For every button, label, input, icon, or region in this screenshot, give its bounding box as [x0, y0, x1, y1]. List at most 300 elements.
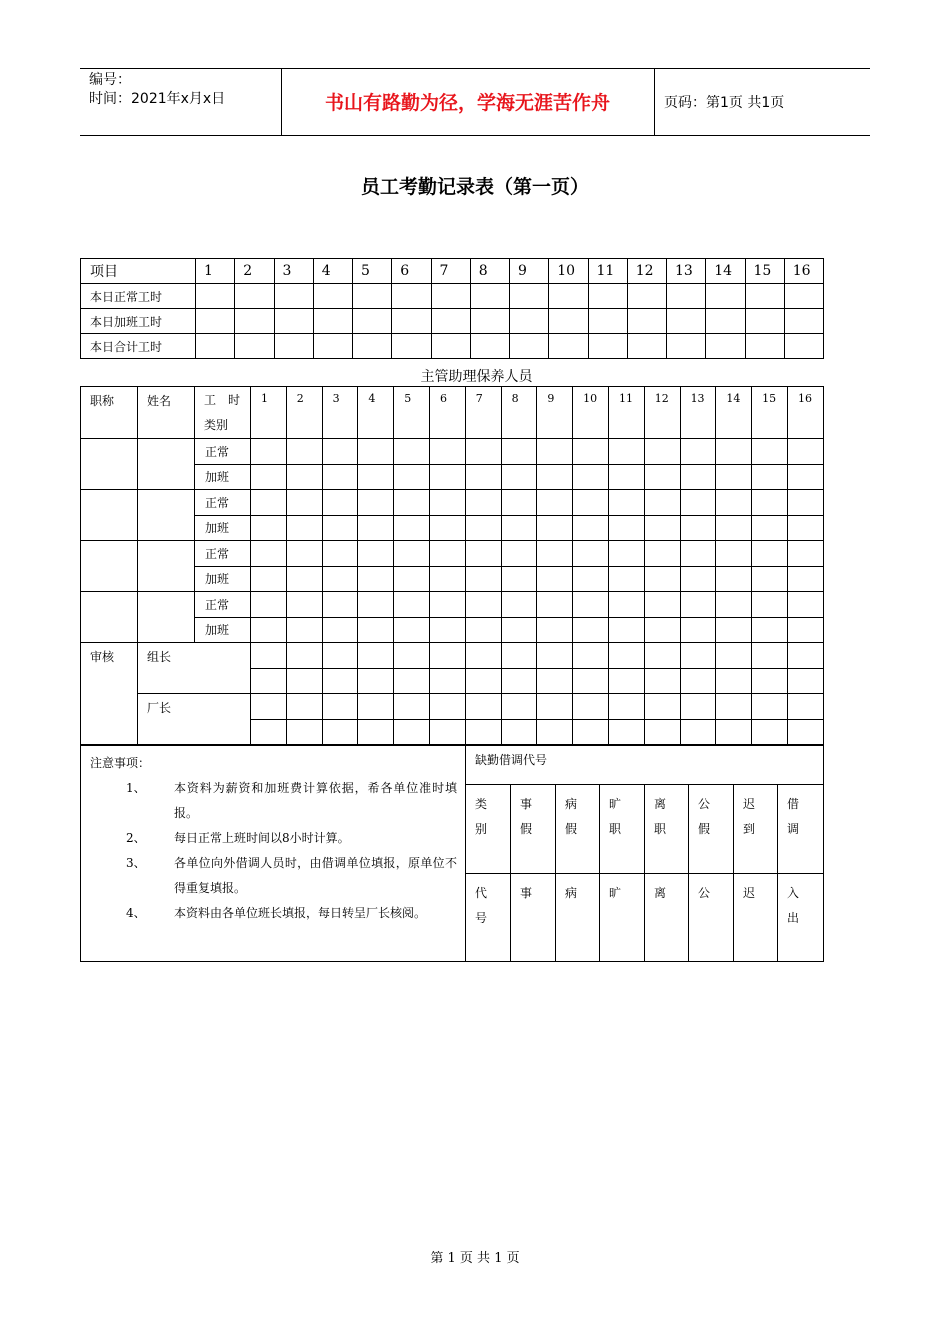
hours-cell[interactable]	[549, 284, 588, 309]
signature-cell[interactable]	[573, 668, 609, 694]
hours-cell[interactable]	[501, 439, 537, 465]
day-header: 2	[235, 259, 274, 284]
hours-cell[interactable]	[549, 309, 588, 334]
name-cell[interactable]	[138, 592, 195, 643]
hours-cell[interactable]	[573, 617, 609, 643]
hours-cell[interactable]	[549, 334, 588, 359]
hours-cell[interactable]	[706, 284, 745, 309]
day-header: 9	[510, 259, 549, 284]
signature-cell[interactable]	[394, 719, 430, 745]
summary-row	[81, 284, 824, 309]
hours-cell[interactable]	[394, 439, 430, 465]
hours-cell[interactable]	[394, 515, 430, 541]
hours-cell[interactable]	[644, 464, 680, 490]
hours-cell[interactable]	[608, 592, 644, 618]
hours-cell[interactable]	[286, 566, 322, 592]
hours-cell[interactable]	[394, 541, 430, 567]
hours-cell[interactable]	[465, 541, 501, 567]
hours-cell[interactable]	[537, 566, 573, 592]
hours-cell[interactable]	[313, 334, 352, 359]
hours-cell[interactable]	[573, 592, 609, 618]
signature-cell[interactable]	[286, 694, 322, 720]
signature-cell[interactable]	[537, 694, 573, 720]
hours-cell[interactable]	[680, 541, 716, 567]
hours-cell[interactable]	[394, 592, 430, 618]
notes-title: 注意事项：	[90, 756, 151, 770]
hours-cell[interactable]	[394, 490, 430, 516]
signature-cell[interactable]	[752, 719, 788, 745]
signature-cell[interactable]	[251, 719, 287, 745]
day-header: 10	[549, 259, 588, 284]
signature-cell[interactable]	[644, 643, 680, 669]
hours-cell[interactable]	[286, 617, 322, 643]
hours-cell[interactable]	[353, 284, 392, 309]
hours-cell[interactable]	[716, 566, 752, 592]
note-text: 各单位向外借调人员时，由借调单位填报，原单位不得重复填报。	[174, 856, 457, 895]
day-header: 4	[358, 387, 394, 439]
signature-cell[interactable]	[251, 668, 287, 694]
signature-cell[interactable]	[429, 694, 465, 720]
employee-row	[81, 592, 824, 618]
signature-cell[interactable]	[752, 643, 788, 669]
hours-cell[interactable]	[752, 464, 788, 490]
signature-cell[interactable]	[573, 643, 609, 669]
absence-category	[778, 785, 824, 873]
signature-cell[interactable]	[394, 643, 430, 669]
hours-cell[interactable]	[235, 334, 274, 359]
hours-cell[interactable]	[510, 334, 549, 359]
hours-cell[interactable]	[322, 515, 358, 541]
hours-cell[interactable]	[470, 334, 509, 359]
signature-cell[interactable]	[358, 694, 394, 720]
signature-cell[interactable]	[680, 643, 716, 669]
hours-cell[interactable]	[251, 515, 287, 541]
hours-cell[interactable]	[573, 541, 609, 567]
absence-code-text: 事	[520, 885, 533, 900]
note-number: 2、	[126, 831, 146, 845]
hours-cell[interactable]	[358, 592, 394, 618]
hours-cell[interactable]	[588, 309, 627, 334]
section-title: 主管助理保养人员	[420, 369, 533, 385]
absence-category-text: 公假	[698, 797, 711, 837]
hours-cell[interactable]	[322, 541, 358, 567]
title-cell[interactable]	[81, 490, 138, 541]
hours-cell[interactable]	[470, 284, 509, 309]
hours-cell[interactable]	[537, 541, 573, 567]
review-row	[81, 694, 824, 720]
signature-cell[interactable]	[429, 719, 465, 745]
hours-cell[interactable]	[608, 617, 644, 643]
day-header: 4	[313, 259, 352, 284]
summary-header-row	[81, 259, 824, 284]
hours-cell[interactable]	[680, 617, 716, 643]
hours-cell[interactable]	[608, 541, 644, 567]
hours-cell[interactable]	[196, 334, 235, 359]
hours-cell[interactable]	[537, 515, 573, 541]
signature-cell[interactable]	[322, 694, 358, 720]
employee-row	[81, 541, 824, 567]
hours-cell[interactable]	[235, 284, 274, 309]
hours-cell[interactable]	[716, 515, 752, 541]
hours-cell[interactable]	[680, 490, 716, 516]
hours-cell[interactable]	[573, 566, 609, 592]
hours-cell[interactable]	[644, 490, 680, 516]
signature-cell[interactable]	[286, 643, 322, 669]
hours-cell[interactable]	[322, 490, 358, 516]
summary-row-label: 本日加班工时	[81, 309, 196, 334]
hours-cell[interactable]	[353, 334, 392, 359]
signature-cell[interactable]	[752, 668, 788, 694]
hours-cell[interactable]	[286, 439, 322, 465]
hours-cell[interactable]	[680, 464, 716, 490]
hours-cell[interactable]	[501, 464, 537, 490]
hours-cell[interactable]	[465, 592, 501, 618]
note-item	[90, 901, 457, 926]
hours-cell[interactable]	[752, 617, 788, 643]
signature-cell[interactable]	[787, 668, 823, 694]
hours-cell[interactable]	[716, 541, 752, 567]
hours-cell[interactable]	[787, 592, 823, 618]
hours-cell[interactable]	[431, 284, 470, 309]
hours-cell[interactable]	[752, 490, 788, 516]
hours-cell[interactable]	[501, 566, 537, 592]
hours-cell[interactable]	[752, 566, 788, 592]
signature-cell[interactable]	[429, 668, 465, 694]
hours-cell[interactable]	[251, 541, 287, 567]
hours-cell[interactable]	[465, 617, 501, 643]
hours-cell[interactable]	[501, 592, 537, 618]
note-item	[90, 851, 457, 901]
signature-cell[interactable]	[465, 719, 501, 745]
hours-cell[interactable]	[588, 334, 627, 359]
hours-cell[interactable]	[716, 617, 752, 643]
hours-cell[interactable]	[510, 309, 549, 334]
absence-code	[600, 873, 645, 961]
hours-cell[interactable]	[251, 439, 287, 465]
hours-cell[interactable]	[465, 464, 501, 490]
hours-type-label: 正常	[195, 592, 251, 618]
hours-cell[interactable]	[358, 617, 394, 643]
signature-cell[interactable]	[716, 719, 752, 745]
signature-cell[interactable]	[608, 694, 644, 720]
hours-cell[interactable]	[644, 592, 680, 618]
hours-cell[interactable]	[470, 309, 509, 334]
signature-cell[interactable]	[537, 668, 573, 694]
hours-cell[interactable]	[706, 334, 745, 359]
hours-cell[interactable]	[322, 464, 358, 490]
hours-cell[interactable]	[429, 592, 465, 618]
hours-cell[interactable]	[627, 284, 666, 309]
hours-cell[interactable]	[784, 284, 823, 309]
hours-cell[interactable]	[787, 541, 823, 567]
hours-cell[interactable]	[644, 617, 680, 643]
employee-row	[81, 439, 824, 465]
hours-cell[interactable]	[465, 566, 501, 592]
hours-cell[interactable]	[358, 439, 394, 465]
hours-cell[interactable]	[429, 541, 465, 567]
signature-cell[interactable]	[358, 719, 394, 745]
hours-cell[interactable]	[251, 566, 287, 592]
hours-cell[interactable]	[358, 464, 394, 490]
hours-cell[interactable]	[787, 439, 823, 465]
hours-type-label: 正常	[195, 490, 251, 516]
day-header: 3	[274, 259, 313, 284]
hours-cell[interactable]	[322, 617, 358, 643]
signature-cell[interactable]	[465, 668, 501, 694]
signature-cell[interactable]	[787, 694, 823, 720]
hours-cell[interactable]	[286, 541, 322, 567]
hours-cell[interactable]	[429, 464, 465, 490]
absence-code-text: 旷	[609, 885, 622, 900]
hours-cell[interactable]	[608, 566, 644, 592]
hours-type-label: 正常	[195, 439, 251, 465]
hours-cell[interactable]	[573, 515, 609, 541]
hours-cell[interactable]	[313, 309, 352, 334]
hours-cell[interactable]	[431, 309, 470, 334]
hours-cell[interactable]	[573, 439, 609, 465]
signature-cell[interactable]	[322, 719, 358, 745]
hours-cell[interactable]	[251, 592, 287, 618]
hours-cell[interactable]	[608, 515, 644, 541]
hours-cell[interactable]	[784, 334, 823, 359]
absence-code-text: 迟	[743, 885, 756, 900]
hours-cell[interactable]	[286, 490, 322, 516]
hours-cell[interactable]	[608, 439, 644, 465]
day-header: 15	[745, 259, 784, 284]
hours-cell[interactable]	[752, 439, 788, 465]
hours-cell[interactable]	[429, 490, 465, 516]
hours-cell[interactable]	[537, 439, 573, 465]
hours-cell[interactable]	[644, 541, 680, 567]
hours-cell[interactable]	[286, 464, 322, 490]
hours-cell[interactable]	[716, 464, 752, 490]
signature-cell[interactable]	[501, 668, 537, 694]
hours-cell[interactable]	[608, 464, 644, 490]
hours-cell[interactable]	[501, 490, 537, 516]
day-header: 7	[431, 259, 470, 284]
hours-cell[interactable]	[392, 334, 431, 359]
hours-cell[interactable]	[680, 439, 716, 465]
hours-cell[interactable]	[465, 515, 501, 541]
header-bottom-rule	[80, 135, 870, 136]
factory-manager-label: 厂长	[138, 694, 251, 745]
signature-cell[interactable]	[644, 668, 680, 694]
hours-cell[interactable]	[752, 541, 788, 567]
hours-cell[interactable]	[274, 334, 313, 359]
title-cell[interactable]	[81, 541, 138, 592]
hours-cell[interactable]	[286, 592, 322, 618]
hours-cell[interactable]	[644, 515, 680, 541]
hours-cell[interactable]	[627, 309, 666, 334]
hours-cell[interactable]	[716, 592, 752, 618]
hours-cell[interactable]	[667, 334, 706, 359]
signature-cell[interactable]	[358, 643, 394, 669]
hours-cell[interactable]	[429, 617, 465, 643]
hours-cell[interactable]	[196, 309, 235, 334]
hours-cell[interactable]	[322, 592, 358, 618]
day-header: 3	[322, 387, 358, 439]
hours-cell[interactable]	[358, 541, 394, 567]
day-header: 11	[588, 259, 627, 284]
signature-cell[interactable]	[680, 719, 716, 745]
hours-cell[interactable]	[392, 309, 431, 334]
signature-cell[interactable]	[787, 643, 823, 669]
hours-cell[interactable]	[644, 439, 680, 465]
hours-cell[interactable]	[465, 490, 501, 516]
note-text: 本资料为薪资和加班费计算依据，希各单位准时填报。	[174, 781, 457, 820]
hours-cell[interactable]	[745, 334, 784, 359]
hours-cell[interactable]	[716, 490, 752, 516]
group-leader-label: 组长	[138, 643, 251, 694]
signature-cell[interactable]	[644, 694, 680, 720]
day-header: 5	[353, 259, 392, 284]
hours-cell[interactable]	[573, 490, 609, 516]
hours-cell[interactable]	[644, 566, 680, 592]
hours-cell[interactable]	[752, 515, 788, 541]
signature-cell[interactable]	[501, 694, 537, 720]
hours-cell[interactable]	[235, 309, 274, 334]
col-title-header: 职称	[81, 387, 138, 439]
name-cell[interactable]	[138, 541, 195, 592]
note-item	[90, 826, 457, 851]
signature-cell[interactable]	[608, 643, 644, 669]
hours-cell[interactable]	[667, 284, 706, 309]
hours-cell[interactable]	[353, 309, 392, 334]
signature-cell[interactable]	[752, 694, 788, 720]
signature-cell[interactable]	[716, 668, 752, 694]
name-cell[interactable]	[138, 490, 195, 541]
hours-cell[interactable]	[501, 617, 537, 643]
hours-cell[interactable]	[274, 309, 313, 334]
hours-cell[interactable]	[787, 464, 823, 490]
note-number: 4、	[126, 906, 146, 920]
signature-cell[interactable]	[680, 668, 716, 694]
signature-cell[interactable]	[394, 694, 430, 720]
hours-cell[interactable]	[667, 309, 706, 334]
signature-cell[interactable]	[465, 694, 501, 720]
hours-cell[interactable]	[429, 566, 465, 592]
hours-cell[interactable]	[537, 617, 573, 643]
signature-cell[interactable]	[537, 719, 573, 745]
hours-cell[interactable]	[716, 439, 752, 465]
hours-cell[interactable]	[706, 309, 745, 334]
day-header: 5	[394, 387, 430, 439]
day-header: 14	[706, 259, 745, 284]
hours-cell[interactable]	[537, 592, 573, 618]
signature-cell[interactable]	[501, 719, 537, 745]
hours-cell[interactable]	[787, 490, 823, 516]
hours-cell[interactable]	[680, 566, 716, 592]
hours-cell[interactable]	[394, 566, 430, 592]
hours-cell[interactable]	[251, 464, 287, 490]
hours-cell[interactable]	[680, 515, 716, 541]
hours-cell[interactable]	[752, 592, 788, 618]
hours-cell[interactable]	[429, 515, 465, 541]
signature-cell[interactable]	[644, 719, 680, 745]
page-footer: 第 1 页 共 1 页	[430, 1251, 520, 1266]
hours-cell[interactable]	[627, 334, 666, 359]
signature-cell[interactable]	[787, 719, 823, 745]
hours-cell[interactable]	[286, 515, 322, 541]
hours-cell[interactable]	[680, 592, 716, 618]
hours-cell[interactable]	[251, 617, 287, 643]
hours-cell[interactable]	[784, 309, 823, 334]
hours-cell[interactable]	[322, 439, 358, 465]
signature-cell[interactable]	[251, 643, 287, 669]
hours-cell[interactable]	[588, 284, 627, 309]
document-title: 员工考勤记录表（第一页）	[360, 176, 589, 198]
hours-cell[interactable]	[501, 541, 537, 567]
name-cell[interactable]	[138, 439, 195, 490]
note-number: 3、	[126, 856, 146, 870]
hours-cell[interactable]	[537, 490, 573, 516]
hours-cell[interactable]	[429, 439, 465, 465]
signature-cell[interactable]	[429, 643, 465, 669]
absence-code	[645, 873, 689, 961]
header-top-rule	[80, 68, 870, 69]
hours-cell[interactable]	[501, 515, 537, 541]
signature-cell[interactable]	[286, 719, 322, 745]
signature-cell[interactable]	[322, 643, 358, 669]
signature-cell[interactable]	[465, 643, 501, 669]
title-cell[interactable]	[81, 592, 138, 643]
absence-code	[556, 873, 600, 961]
signature-cell[interactable]	[716, 694, 752, 720]
review-label: 审核	[81, 643, 138, 745]
hours-cell[interactable]	[392, 284, 431, 309]
hours-cell[interactable]	[510, 284, 549, 309]
title-cell[interactable]	[81, 439, 138, 490]
hours-cell[interactable]	[358, 490, 394, 516]
signature-cell[interactable]	[573, 694, 609, 720]
hours-cell[interactable]	[537, 464, 573, 490]
hours-cell[interactable]	[431, 334, 470, 359]
hours-cell[interactable]	[608, 490, 644, 516]
signature-cell[interactable]	[716, 643, 752, 669]
hours-cell[interactable]	[394, 617, 430, 643]
signature-cell[interactable]	[537, 643, 573, 669]
hours-cell[interactable]	[358, 566, 394, 592]
notes-codes-table	[80, 745, 824, 962]
absence-category-text: 旷职	[609, 797, 622, 837]
hours-cell[interactable]	[745, 284, 784, 309]
signature-cell[interactable]	[322, 668, 358, 694]
signature-cell[interactable]	[680, 694, 716, 720]
hours-cell[interactable]	[787, 617, 823, 643]
signature-cell[interactable]	[394, 668, 430, 694]
hours-cell[interactable]	[394, 464, 430, 490]
hours-cell[interactable]	[358, 515, 394, 541]
hours-cell[interactable]	[787, 515, 823, 541]
hours-cell[interactable]	[322, 566, 358, 592]
hours-cell[interactable]	[745, 309, 784, 334]
signature-cell[interactable]	[573, 719, 609, 745]
hours-cell[interactable]	[313, 284, 352, 309]
hours-cell[interactable]	[274, 284, 313, 309]
signature-cell[interactable]	[286, 668, 322, 694]
signature-cell[interactable]	[501, 643, 537, 669]
signature-cell[interactable]	[251, 694, 287, 720]
signature-cell[interactable]	[608, 668, 644, 694]
hours-cell[interactable]	[465, 439, 501, 465]
signature-cell[interactable]	[608, 719, 644, 745]
day-header: 12	[644, 387, 680, 439]
hours-cell[interactable]	[251, 490, 287, 516]
signature-cell[interactable]	[358, 668, 394, 694]
hours-cell[interactable]	[196, 284, 235, 309]
hours-cell[interactable]	[573, 464, 609, 490]
hours-cell[interactable]	[787, 566, 823, 592]
